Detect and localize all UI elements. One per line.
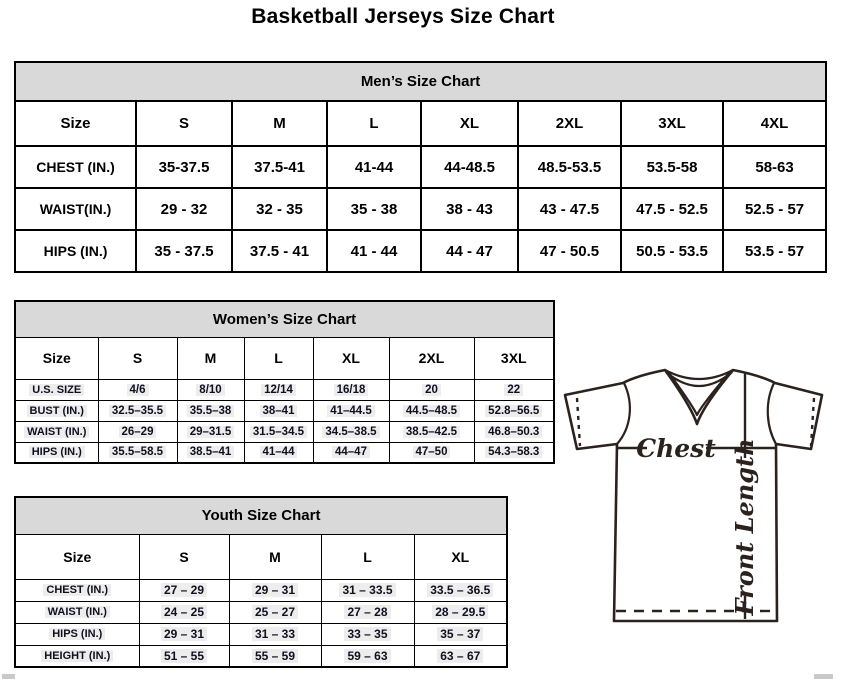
column-header: XL (421, 101, 518, 146)
column-header: 3XL (474, 337, 554, 379)
front-length-label: Front Length (730, 438, 759, 616)
size-value: 35.5–38 (177, 400, 244, 421)
column-header: Size (15, 534, 139, 579)
table-caption-row (15, 62, 826, 101)
size-value: 63 – 67 (414, 645, 507, 667)
table-row (15, 601, 507, 623)
column-header: M (229, 534, 321, 579)
row-label: HEIGHT (IN.) (15, 645, 139, 667)
size-value: 38–41 (244, 400, 313, 421)
size-value: 37.5 - 41 (232, 230, 327, 272)
size-value: 52.8–56.5 (474, 400, 554, 421)
size-value: 8/10 (177, 379, 244, 400)
column-header: S (136, 101, 232, 146)
size-value: 50.5 - 53.5 (621, 230, 723, 272)
size-value: 59 – 63 (321, 645, 414, 667)
size-value: 31 – 33.5 (321, 579, 414, 601)
size-value: 20 (389, 379, 474, 400)
size-value: 35.5–58.5 (98, 442, 177, 463)
size-value: 16/18 (313, 379, 389, 400)
jersey-diagram (555, 362, 843, 672)
table-caption-row (15, 301, 554, 337)
row-label: BUST (IN.) (15, 400, 98, 421)
page-title: Basketball Jerseys Size Chart (251, 5, 555, 28)
table-row (15, 442, 554, 463)
column-header: S (98, 337, 177, 379)
size-value: 27 – 28 (321, 601, 414, 623)
size-value: 27 – 29 (139, 579, 229, 601)
size-value: 53.5 - 57 (723, 230, 826, 272)
size-value: 29–31.5 (177, 421, 244, 442)
size-value: 47–50 (389, 442, 474, 463)
size-value: 22 (474, 379, 554, 400)
size-value: 38 - 43 (421, 188, 518, 230)
column-header: L (327, 101, 421, 146)
table-row (15, 623, 507, 645)
size-value: 34.5–38.5 (313, 421, 389, 442)
table-row (15, 379, 554, 400)
size-value: 32 - 35 (232, 188, 327, 230)
size-value: 44–47 (313, 442, 389, 463)
row-label: CHEST (IN.) (15, 579, 139, 601)
size-value: 4/6 (98, 379, 177, 400)
size-value: 58-63 (723, 146, 826, 188)
row-label: CHEST (IN.) (15, 146, 136, 188)
table-row (15, 230, 826, 272)
size-value: 44.5–48.5 (389, 400, 474, 421)
table-row (15, 188, 826, 230)
size-value: 52.5 - 57 (723, 188, 826, 230)
size-value: 35 – 37 (414, 623, 507, 645)
row-label: HIPS (IN.) (15, 623, 139, 645)
column-header: 3XL (621, 101, 723, 146)
column-header: L (244, 337, 313, 379)
column-header: L (321, 534, 414, 579)
size-value: 41–44.5 (313, 400, 389, 421)
row-label: WAIST (IN.) (15, 601, 139, 623)
size-value: 25 – 27 (229, 601, 321, 623)
table-row (15, 645, 507, 667)
table-row (15, 146, 826, 188)
scrollbar-fragment-left (2, 674, 15, 679)
table-row (15, 421, 554, 442)
size-value: 55 – 59 (229, 645, 321, 667)
size-value: 35 - 38 (327, 188, 421, 230)
size-value: 29 – 31 (139, 623, 229, 645)
table-header-row (15, 534, 507, 579)
column-header: M (232, 101, 327, 146)
row-label: HIPS (IN.) (15, 230, 136, 272)
size-value: 31 – 33 (229, 623, 321, 645)
table-row (15, 579, 507, 601)
size-value: 31.5–34.5 (244, 421, 313, 442)
chest-label: Chest (636, 434, 716, 463)
size-value: 46.8–50.3 (474, 421, 554, 442)
size-value: 12/14 (244, 379, 313, 400)
row-label: WAIST(IN.) (15, 188, 136, 230)
column-header: Size (15, 101, 136, 146)
size-value: 47 - 50.5 (518, 230, 621, 272)
size-value: 41-44 (327, 146, 421, 188)
size-value: 26–29 (98, 421, 177, 442)
womens-size-table (14, 300, 555, 464)
size-value: 41–44 (244, 442, 313, 463)
size-value: 33 – 35 (321, 623, 414, 645)
size-value: 43 - 47.5 (518, 188, 621, 230)
column-header: Size (15, 337, 98, 379)
size-value: 44-48.5 (421, 146, 518, 188)
column-header: 2XL (389, 337, 474, 379)
size-value: 24 – 25 (139, 601, 229, 623)
size-value: 38.5–42.5 (389, 421, 474, 442)
mens-table-title: Men’s Size Chart (15, 62, 826, 101)
scrollbar-fragment-right (814, 674, 833, 679)
column-header: XL (414, 534, 507, 579)
size-value: 53.5-58 (621, 146, 723, 188)
table-header-row (15, 337, 554, 379)
size-value: 41 - 44 (327, 230, 421, 272)
column-header: S (139, 534, 229, 579)
youth-table-title: Youth Size Chart (15, 497, 507, 534)
row-label: U.S. SIZE (15, 379, 98, 400)
womens-table-title: Women’s Size Chart (15, 301, 554, 337)
table-caption-row (15, 497, 507, 534)
table-header-row (15, 101, 826, 146)
size-value: 28 – 29.5 (414, 601, 507, 623)
column-header: XL (313, 337, 389, 379)
size-value: 44 - 47 (421, 230, 518, 272)
youth-size-table (14, 496, 508, 668)
size-value: 33.5 – 36.5 (414, 579, 507, 601)
table-row (15, 400, 554, 421)
column-header: 4XL (723, 101, 826, 146)
size-value: 48.5-53.5 (518, 146, 621, 188)
size-value: 38.5–41 (177, 442, 244, 463)
column-header: M (177, 337, 244, 379)
mens-size-table (14, 61, 827, 273)
row-label: HIPS (IN.) (15, 442, 98, 463)
size-value: 29 – 31 (229, 579, 321, 601)
size-value: 35-37.5 (136, 146, 232, 188)
size-value: 35 - 37.5 (136, 230, 232, 272)
size-value: 29 - 32 (136, 188, 232, 230)
size-value: 32.5–35.5 (98, 400, 177, 421)
size-value: 51 – 55 (139, 645, 229, 667)
size-value: 47.5 - 52.5 (621, 188, 723, 230)
size-value: 54.3–58.3 (474, 442, 554, 463)
column-header: 2XL (518, 101, 621, 146)
size-value: 37.5-41 (232, 146, 327, 188)
row-label: WAIST (IN.) (15, 421, 98, 442)
